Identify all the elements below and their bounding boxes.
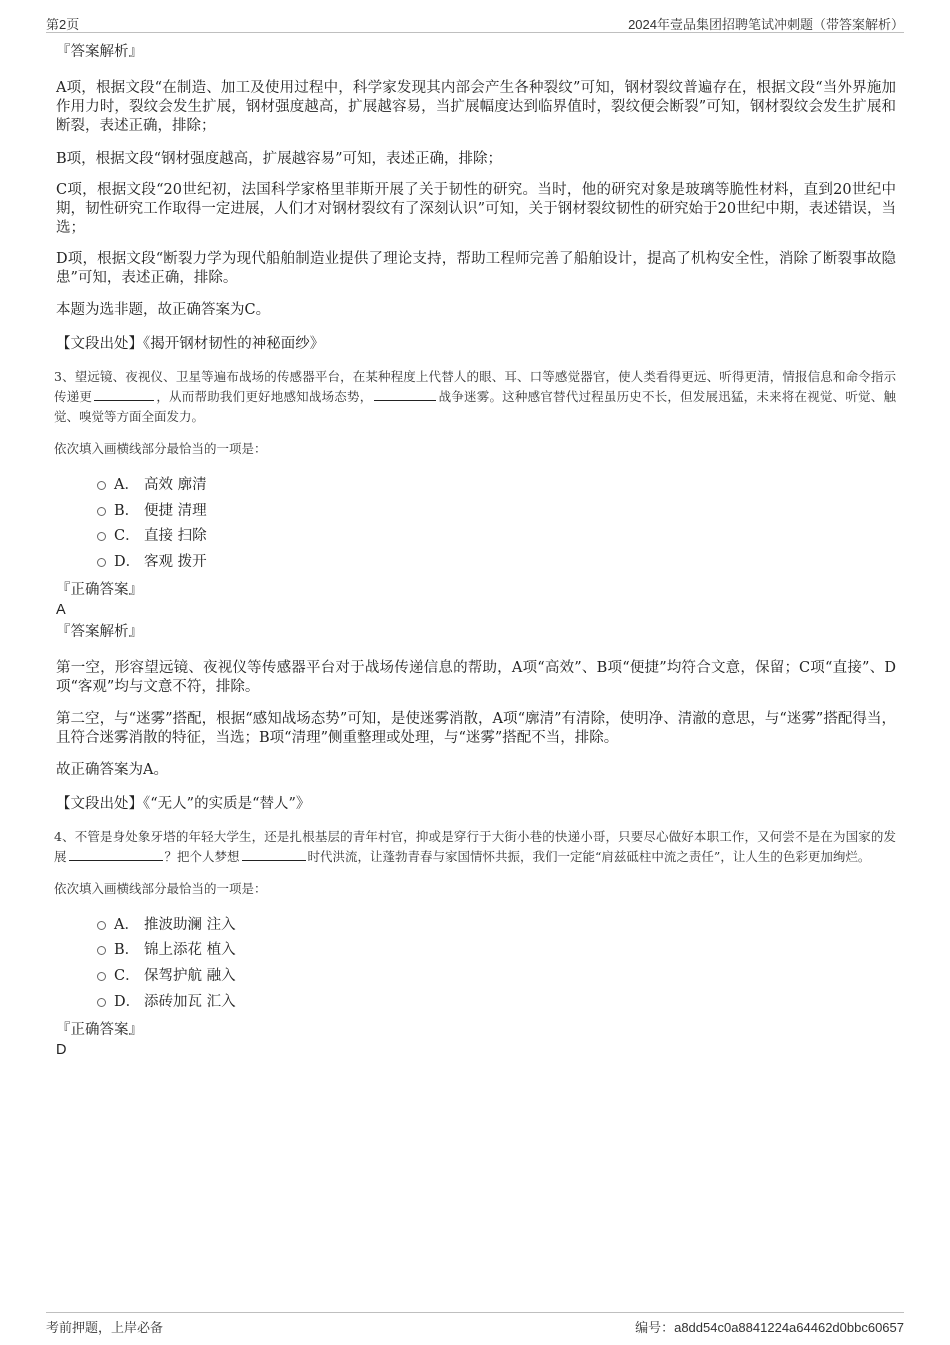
fill-blank [374,388,436,401]
option-b[interactable]: B． 锦上添花 植入 [56,938,896,964]
question-3-text: 3、望远镜、夜视仪、卫星等遍布战场的传感器平台，在某种程度上代替人的眼、耳、口等感觉器官，使人类看得更远、听得更清，情报信息和命令指示传递更 ，从而帮助我们更好地感知战场态势， 战争迷雾。这种感官替代过程虽历史不长，但发展迅猛，未来将在视觉、听觉、触觉、嗅觉等方面全面发力。 [54,369,896,424]
analysis-paragraph: B项，根据文段“钢材强度越高，扩展越容易”可知，表述正确，排除； [56,151,502,167]
radio-icon[interactable] [97,507,106,516]
correct-answer: D [56,1041,67,1058]
footer-slogan: 考前押题，上岸必备 [46,1320,164,1335]
radio-icon[interactable] [97,921,106,930]
option-b[interactable]: B． 便捷 清理 [56,499,896,525]
option-d[interactable]: D． 客观 拨开 [56,550,896,576]
document-code: 编号：a8dd54c0a8841224a64462d0bbc60657 [635,1320,904,1335]
document-title: 2024年壹品集团招聘笔试冲刺题（带答案解析） [628,17,904,32]
analysis-conclusion: 故正确答案为A。 [56,761,168,778]
source-citation: 【文段出处】《“无人”的实质是“替人”》 [56,795,311,812]
page-header [46,12,904,33]
analysis-paragraph: A项，根据文段“在制造、加工及使用过程中，科学家发现其内部会产生各种裂纹”可知，钢材裂纹普遍存在，根据文段“当外界施加作用力时，裂纹会发生扩展，钢材强度越高，扩展越容易，当扩展幅度达到临界值时，裂纹便会断裂”可知，钢材裂纹会发生扩展和断裂，表述正确，排除； [56,80,896,134]
fill-blank [242,848,306,861]
question-4-options [56,913,896,1016]
analysis-paragraph: 第二空，与“迷雾”搭配，根据“感知战场态势”可知，是使迷雾消散，A项“廓清”有清除，使明净、清澈的意思，与“迷雾”搭配得当，且符合迷雾消散的特征，当选；B项“清理”侧重整理或处理，与“迷雾”搭配不当，排除。 [56,710,896,746]
radio-icon[interactable] [97,558,106,567]
fill-blank [69,848,163,861]
radio-icon[interactable] [97,946,106,955]
option-a[interactable]: A． 推波助澜 注入 [56,913,896,939]
analysis-paragraph: 第一空，形容望远镜、夜视仪等传感器平台对于战场传递信息的帮助，A项“高效”、B项“便捷”均符合文意，保留；C项“直接”、D项“客观”均与文意不符，排除。 [56,659,896,695]
fill-blank [94,388,154,401]
analysis-paragraph: C项，根据文段“20世纪初，法国科学家格里菲斯开展了关于韧性的研究。当时，他的研究对象是玻璃等脆性材料，直到20世纪中期，韧性研究工作取得一定进展，人们才对钢材裂纹有了深刻认识”可知，关于钢材裂纹韧性的研究始于20世纪中期，表述错误，当选； [56,182,896,236]
correct-answer-label: 『正确答案』 [56,1021,143,1038]
analysis-conclusion: 本题为选非题，故正确答案为C。 [56,302,271,318]
radio-icon[interactable] [97,481,106,490]
question-4-text: 4、不管是身处象牙塔的年轻大学生，还是扎根基层的青年村官，抑或是穿行于大街小巷的快递小哥，只要尽心做好本职工作，又何尝不是在为国家的发展 ？把个人梦想 时代洪流，让蓬勃青春与家国情怀共振，我们一定能“肩兹砥柱中流之责任”，让人生的色彩更加绚烂。 [54,828,896,864]
question-3-options [56,473,896,576]
question-3-prompt: 依次填入画横线部分最恰当的一项是： [54,441,267,456]
page-footer [46,1312,904,1335]
page-content [56,42,896,1060]
correct-answer: A [56,601,66,618]
radio-icon[interactable] [97,998,106,1007]
correct-answer-label: 『正确答案』 [56,581,143,598]
option-d[interactable]: D． 添砖加瓦 汇入 [56,990,896,1016]
analysis-paragraph: D项，根据文段“断裂力学为现代船舶制造业提供了理论支持，帮助工程师完善了船舶设计，提高了机构安全性，消除了断裂事故隐患”可知，表述正确，排除。 [56,251,896,286]
analysis-label: 『答案解析』 [56,44,143,60]
option-c[interactable]: C． 直接 扫除 [56,524,896,550]
radio-icon[interactable] [97,532,106,541]
option-a[interactable]: A． 高效 廓清 [56,473,896,499]
option-c[interactable]: C． 保驾护航 融入 [56,964,896,990]
source-citation: 【文段出处】《揭开钢材韧性的神秘面纱》 [56,336,325,352]
radio-icon[interactable] [97,972,106,981]
page-number: 第2页 [46,17,80,32]
analysis-label: 『答案解析』 [56,623,143,640]
question-4-prompt: 依次填入画横线部分最恰当的一项是： [54,880,267,896]
